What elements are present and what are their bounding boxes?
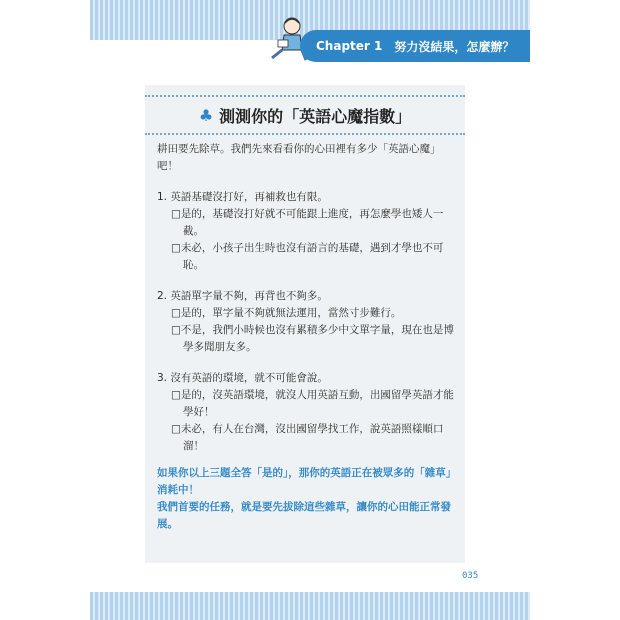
club-icon: ♣ <box>198 105 214 125</box>
question-2-option-yes: □是的，單字量不夠就無法運用，當然寸步難行。 <box>171 307 402 319</box>
conclusion-line-1: 如果你以上三題全答「是的」，那你的英語正在被眾多的「雜草」消耗中！ <box>157 467 457 496</box>
question-1: 1. 英語基礎沒打好，再補救也有限。 <box>157 191 328 203</box>
conclusion-line-2: 我們首要的任務，就是要先拔除這些雜草，讓你的心田能正常發展。 <box>157 501 451 530</box>
quiz-body <box>157 141 457 533</box>
intro-text: 耕田要先除草。我們先來看看你的心田裡有多少「英語心魔」吧！ <box>157 143 441 172</box>
page-number: 035 <box>462 571 479 581</box>
question-3: 3. 沒有英語的環境，就不可能會說。 <box>157 372 328 384</box>
question-1-option-no: □未必，小孩子出生時也沒有語言的基礎，遇到才學也不可恥。 <box>171 242 444 271</box>
chapter-title: 努力沒結果，怎麼辦？ <box>394 39 515 54</box>
question-3-option-no: □未必，有人在台灣，沒出國留學找工作，說英語照樣順口溜！ <box>171 423 444 452</box>
question-2-option-no: □不是，我們小時候也沒有累積多少中文單字量，現在也是博學多聞朋友多。 <box>171 324 454 353</box>
section-title-bar <box>145 95 465 135</box>
chapter-label: Chapter 1 <box>316 39 383 53</box>
chapter-header <box>300 30 530 62</box>
question-1-option-yes: □是的，基礎沒打好就不可能跟上進度，再怎麼學也矮人一截。 <box>171 208 444 237</box>
question-2: 2. 英語單字量不夠，再背也不夠多。 <box>157 290 328 302</box>
question-3-option-yes: □是的，沒英語環境，就沒人用英語互動，出國留學英語才能學好！ <box>171 389 454 418</box>
quiz-box <box>145 85 465 563</box>
book-page <box>90 0 530 620</box>
section-title: 測測你的「英語心魔指數」 <box>219 106 412 126</box>
